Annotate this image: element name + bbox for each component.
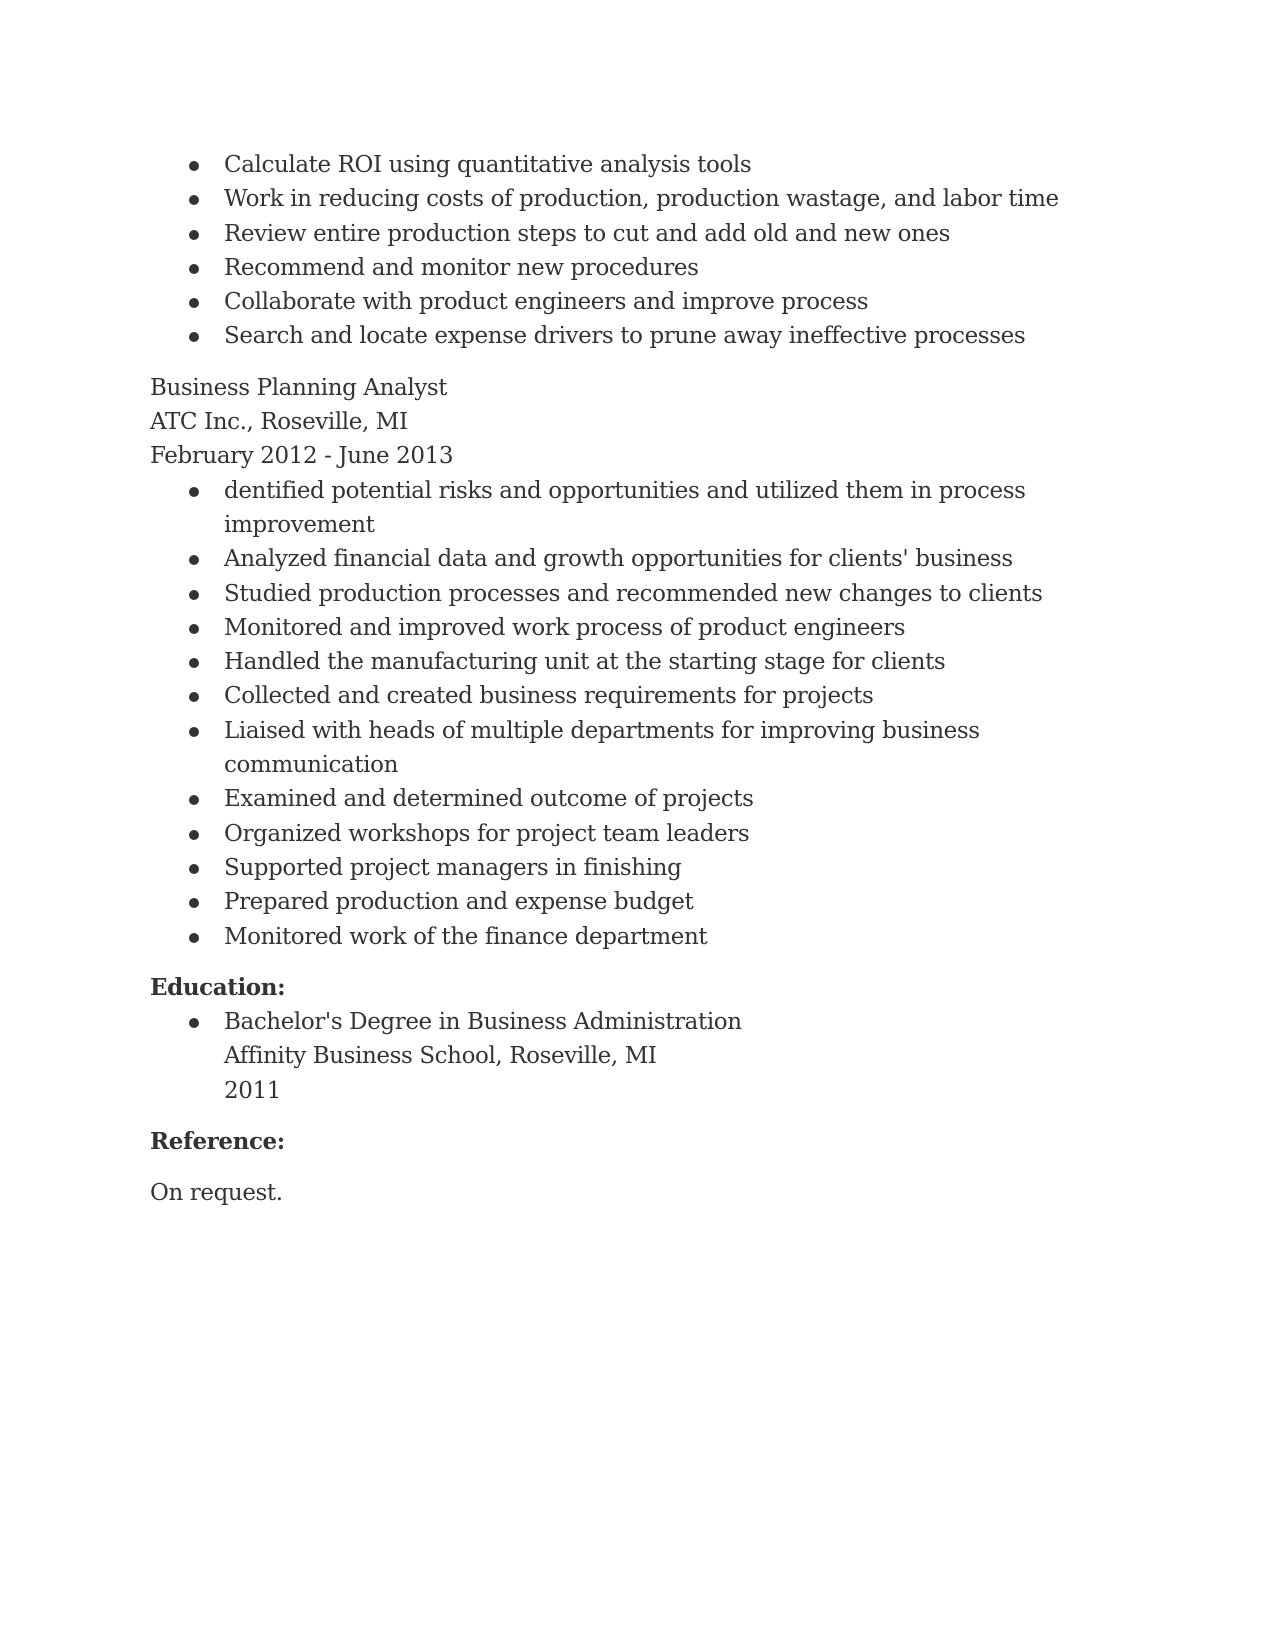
job-header [150, 371, 1110, 474]
bullet-icon [189, 830, 199, 840]
bullet-icon [189, 195, 199, 205]
list-item: Work in reducing costs of production, production wastage, and labor time [224, 182, 1110, 216]
list-item: Collaborate with product engineers and improve process [224, 285, 1110, 319]
resume-content [150, 148, 1110, 1211]
job-duties [150, 474, 1110, 954]
bullet-icon [189, 487, 199, 497]
job-company: ATC Inc., Roseville, MI [150, 409, 408, 436]
bullet-icon [189, 692, 199, 702]
list-item: Review entire production steps to cut and add old and new ones [224, 217, 1110, 251]
list-item: Calculate ROI using quantitative analysis tools [224, 148, 1110, 182]
list-item: Liaised with heads of multiple departments for improving business communication [224, 714, 1110, 783]
bullet-icon [189, 864, 199, 874]
education-school: Affinity Business School, Roseville, MI [224, 1043, 657, 1070]
list-item: Studied production processes and recommended new changes to clients [224, 577, 1110, 611]
list-item: Search and locate expense drivers to prune away ineffective processes [224, 319, 1110, 353]
list-item: Monitored and improved work process of product engineers [224, 611, 1110, 645]
bullet-icon [189, 795, 199, 805]
bullet-icon [189, 658, 199, 668]
bullet-icon [189, 624, 199, 634]
bullet-icon [189, 332, 199, 342]
bullet-icon [189, 264, 199, 274]
list-item: Handled the manufacturing unit at the starting stage for clients [224, 645, 1110, 679]
list-item: Collected and created business requirements for projects [224, 679, 1110, 713]
list-item: Analyzed financial data and growth opportunities for clients' business [224, 542, 1110, 576]
education-list [150, 1005, 1110, 1108]
reference-text: On request. [150, 1180, 283, 1207]
bullet-icon [189, 898, 199, 908]
job-title: Business Planning Analyst [150, 374, 448, 401]
bullet-icon [189, 230, 199, 240]
job-dates: February 2012 - June 2013 [150, 443, 454, 470]
list-item: Supported project managers in finishing [224, 851, 1110, 885]
list-item: dentified potential risks and opportunities and utilized them in process improvement [224, 474, 1110, 543]
bullet-icon [189, 1018, 199, 1028]
list-item: Examined and determined outcome of projects [224, 782, 1110, 816]
list-item: Monitored work of the finance department [224, 920, 1110, 954]
education-degree: Bachelor's Degree in Business Administration [224, 1009, 742, 1036]
bullet-icon [189, 933, 199, 943]
list-item: Recommend and monitor new procedures [224, 251, 1110, 285]
bullet-icon [189, 555, 199, 565]
education-year: 2011 [224, 1077, 281, 1104]
reference-heading: Reference: [150, 1128, 285, 1156]
list-item: Organized workshops for project team leaders [224, 817, 1110, 851]
bullet-icon [189, 298, 199, 308]
bullet-icon [189, 161, 199, 171]
education-heading: Education: [150, 973, 286, 1001]
previous-job-duties [150, 148, 1110, 354]
education-entry [224, 1005, 1110, 1108]
list-item: Prepared production and expense budget [224, 885, 1110, 919]
bullet-icon [189, 727, 199, 737]
bullet-icon [189, 590, 199, 600]
